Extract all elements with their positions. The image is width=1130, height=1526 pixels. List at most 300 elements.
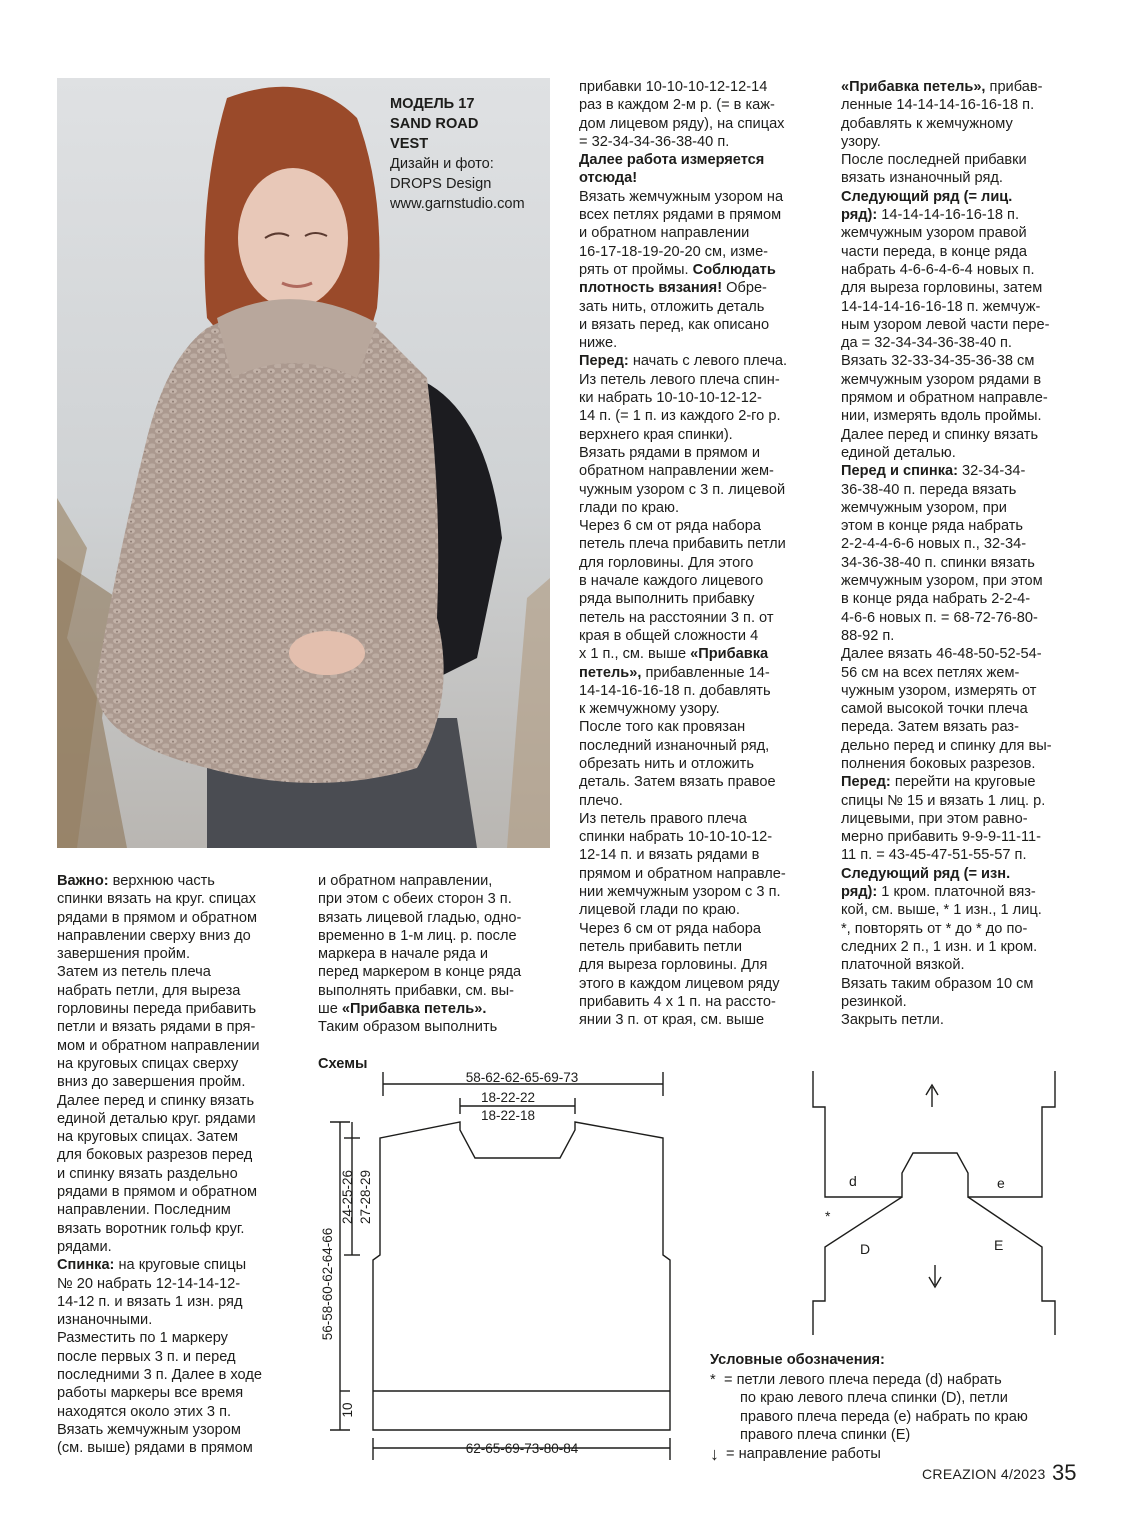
text-line [841,151,1052,169]
text-line [841,407,1052,425]
body-text: на круговых спицах сверху [57,1055,239,1072]
text-line [841,188,1052,206]
text-line [841,920,1052,938]
body-text: рядами в прямом и обратном [57,1184,258,1201]
text-line [318,982,521,1000]
body-text: полнения боковых разрезов. [841,755,1036,772]
text-line [841,993,1052,1011]
text-line [841,279,1052,297]
text-line [841,206,1052,224]
body-text: раз в каждом 2-м р. (= в каж- [579,97,775,114]
text-line [841,426,1052,444]
bold-text: ряд): [841,884,878,901]
text-line [579,444,787,462]
body-text: плечо. [579,792,623,809]
text-line [57,1293,262,1311]
text-line [579,371,787,389]
website: www.garnstudio.com [390,196,525,212]
text-line [841,78,1052,96]
text-line [841,352,1052,370]
body-text: 16-17-18-19-20-20 см, изме- [579,243,769,260]
design-credit: Дизайн и фото: [390,156,494,172]
brand-credit: DROPS Design [390,176,492,192]
text-line [579,481,787,499]
text-line [579,279,787,297]
body-text: резинкой. [841,993,907,1010]
body-text: и вязать перед, как описано [579,316,770,333]
text-line [579,883,787,901]
text-line [57,1018,262,1036]
body-text: прибав- [985,79,1043,95]
body-text: единой деталью круг. рядами [57,1110,256,1127]
bold-text: Перед и спинка: [841,463,958,480]
text-line [841,572,1052,590]
body-text: После того как провязан [579,719,746,736]
body-text: ным узором левой части пере- [841,316,1050,333]
text-line [579,938,787,956]
text-line [579,1011,787,1029]
text-line [579,407,787,425]
text-line [57,1128,262,1146]
text-line [579,133,787,151]
text-line [579,846,787,864]
body-text: 34-36-38-40 п. спинки вязать [841,554,1035,571]
body-text: набрать петли, для выреза [57,982,241,999]
body-text: деталь. Затем вязать правое [579,774,776,791]
text-line [57,982,262,1000]
text-line [841,828,1052,846]
body-text: Вязать жемчужным узором [57,1421,241,1438]
body-text: чужным узором, измерять от [841,682,1037,699]
text-line [579,535,787,553]
text-line [579,261,787,279]
body-text: последними 3 п. Далее в ходе [57,1367,262,1384]
text-line [57,1403,262,1421]
body-text: 11 п. = 43-45-47-51-55-57 п. [841,847,1027,864]
body-text: Затем из петель плеча [57,964,211,981]
body-text: = 32-34-34-36-38-40 п. [579,133,730,150]
text-line [841,590,1052,608]
text-line [57,1439,262,1457]
body-text: ленные 14-14-14-16-16-18 п. [841,97,1035,114]
text-line [579,700,787,718]
body-text: 1 кром. платочной вяз- [877,884,1036,901]
text-line [579,78,787,96]
text-line [57,1421,262,1439]
magazine-footer: CREAZION 4/2023 [922,1466,1046,1482]
text-line [579,590,787,608]
body-text: Разместить по 1 маркеру [57,1330,228,1347]
body-text: единой деталью. [841,444,956,461]
neck-label-2: 18-22-18 [480,1108,536,1123]
text-line [579,609,787,627]
body-text: прибавки 10-10-10-12-12-14 [579,79,768,95]
text-line [579,426,787,444]
body-text: в конце ряда набрать 2-2-4- [841,591,1031,608]
body-text: 4-6-6 новых п. = 68-72-76-80- [841,609,1038,626]
body-text: мом и обратном направлении [57,1037,260,1054]
body-text: петель прибавить петли [579,938,742,955]
body-text: прямом и обратном направле- [579,865,786,882]
legend-star-line4: правого плеча спинки (E) [740,1427,911,1444]
body-text: 88-92 п. [841,627,895,644]
text-line [841,444,1052,462]
rib-label: 10 [340,1402,355,1418]
garment-outline [373,1122,670,1430]
body-text: вязать воротник гольф круг. [57,1220,245,1237]
text-line [57,1238,262,1256]
text-line [579,920,787,938]
text-line [841,371,1052,389]
body-text: вязать изнаночный ряд. [841,170,1003,187]
body-text: жемчужным узором, при [841,499,1007,516]
text-line [841,115,1052,133]
text-line [318,909,521,927]
body-text: да = 32-34-34-36-38-40 п. [841,335,1012,352]
body-text: № 20 набрать 12-14-14-12- [57,1275,241,1292]
body-text: спинки набрать 10-10-10-12- [579,829,773,846]
body-text: завершения пройм. [57,946,190,963]
text-line [841,389,1052,407]
body-text: нии жемчужным узором с 3 п. [579,884,781,901]
text-line [841,627,1052,645]
text-line [841,517,1052,535]
text-line [579,389,787,407]
body-text: 36-38-40 п. переда вязать [841,481,1017,498]
text-column-4 [841,78,1052,1029]
text-line [57,1037,262,1055]
body-text: всех петлях рядами в прямом [579,207,782,224]
text-line [57,1073,262,1091]
legend [710,1351,1028,1464]
body-text: к жемчужному узору. [579,701,720,718]
text-line [579,773,787,791]
legend-arrow-entry [710,1445,1028,1464]
body-text: добавлять к жемчужному [841,115,1013,132]
text-line [841,298,1052,316]
text-line [841,664,1052,682]
bold-text: Важно: [57,873,109,889]
body-text: прямом и обратном направле- [841,390,1048,407]
text-line [841,975,1052,993]
label-e: e [997,1175,1005,1191]
body-text: узору. [841,133,881,150]
body-text: 14-14-16-16-18 п. добавлять [579,682,771,699]
body-text: следних 2 п., 1 изн. и 1 кром. [841,938,1038,955]
body-text: х 1 п., см. выше [579,646,691,663]
body-text: Вязать жемчужным узором на [579,188,784,205]
body-text: Из петель правого плеча [579,810,747,827]
body-text: ки набрать 10-10-10-12-12- [579,390,762,407]
body-text: нии, измерять вдоль проймы. [841,408,1042,425]
text-line [579,975,787,993]
text-line [841,865,1052,883]
text-line [841,938,1052,956]
text-line [57,872,262,890]
body-text: 2-2-4-4-6-6 новых п., 32-34- [841,536,1027,553]
text-line [579,352,787,370]
body-text: верхнюю часть [108,873,215,889]
body-text: платочной вязкой. [841,957,965,974]
legend-arrow-text: = направление работы [726,1445,881,1462]
text-line [57,1256,262,1274]
body-text: после первых 3 п. и перед [57,1348,236,1365]
body-text: дом лицевом ряду), на спицах [579,115,785,132]
legend-star-line3: правого плеча переда (e) набрать по краю [740,1408,1028,1425]
text-line [841,609,1052,627]
text-line [57,1055,262,1073]
text-line [579,554,787,572]
text-line [579,517,787,535]
text-line [841,718,1052,736]
body-text: Далее перед и спинку вязать [841,426,1039,443]
body-text: для горловины. Для этого [579,554,754,571]
text-line [841,810,1052,828]
body-text: лицевыми, при этом равно- [841,810,1028,827]
text-line [57,1348,262,1366]
text-line [841,334,1052,352]
text-line [579,298,787,316]
body-text: Далее перед и спинку вязать [57,1092,255,1109]
body-text: верхнего края спинки). [579,426,733,443]
text-line [579,115,787,133]
text-line [579,956,787,974]
body-text: петель на расстоянии 3 п. от [579,609,774,626]
body-text: горловины переда прибавить [57,1001,257,1018]
model-name-line1: SAND ROAD [390,116,479,132]
text-line [579,755,787,773]
text-line [579,96,787,114]
body-text: вязать лицевой гладью, одно- [318,909,522,926]
text-line [579,151,787,169]
body-text: лицевой глади по краю. [579,902,740,919]
text-line [57,1092,262,1110]
body-text: жемчужным узором рядами в [841,371,1042,388]
arrow-down-icon: ↓ [710,1443,719,1464]
text-line [579,334,787,352]
body-text: последний изнаночный ряд, [579,737,770,754]
bold-text: Следующий ряд (= лиц. [841,188,1013,205]
text-line [57,1146,262,1164]
text-line [579,792,787,810]
text-line [841,554,1052,572]
body-text: кой, см. выше, * 1 изн., 1 лиц. [841,902,1042,919]
body-text: набрать 4-6-6-4-6-4 новых п. [841,261,1035,278]
body-text: зать нить, отложить деталь [579,298,765,315]
legend-star-line1: = петли левого плеча переда (d) набрать [724,1371,1002,1388]
text-line [841,792,1052,810]
text-line [57,1366,262,1384]
body-text: части переда, в конце ряда [841,243,1027,260]
body-text: мерно прибавить 9-9-9-11-11- [841,829,1042,846]
bold-text: Следующий ряд (= изн. [841,865,1011,882]
right-front-outline [968,1197,1055,1335]
body-text: рядами. [57,1238,112,1255]
text-line [579,664,787,682]
text-line [57,1110,262,1128]
text-line [579,828,787,846]
top-width-label: 58-62-62-65-69-73 [465,1070,579,1085]
body-text: ниже. [579,335,618,352]
text-line [579,316,787,334]
text-line [318,1018,521,1036]
body-text: чужным узором с 3 п. лицевой [579,481,786,498]
body-text: Закрыть петли. [841,1012,944,1029]
text-line [318,945,521,963]
text-line [841,956,1052,974]
bold-text: Спинка: [57,1257,115,1274]
body-text: жемчужным узором, при этом [841,573,1043,590]
text-line [841,535,1052,553]
text-line [579,737,787,755]
bold-text: ряд): [841,207,878,224]
text-line [57,1311,262,1329]
text-line [57,1165,262,1183]
body-text: рять от проймы. [579,261,693,278]
body-text: маркера в начале ряда и [318,946,488,963]
star-symbol: * [710,1371,716,1388]
body-text: находятся около этих 3 п. [57,1403,232,1420]
text-line [841,224,1052,242]
text-line [841,481,1052,499]
text-line [579,572,787,590]
text-column-2 [318,872,521,1037]
armhole-label-2: 27-28-29 [358,1169,373,1225]
body-text: 14-14-14-16-16-18 п. [877,207,1019,224]
bottom-width-label: 62-65-69-73-80-84 [465,1441,579,1456]
text-line [579,865,787,883]
body-text: работы маркеры все время [57,1385,244,1402]
bold-text: плотность вязания! [579,280,723,297]
text-line [579,627,787,645]
text-line [841,700,1052,718]
text-line [841,169,1052,187]
text-line [57,927,262,945]
text-line [579,206,787,224]
legend-star-line2: по краю левого плеча спинки (D), петли [740,1390,1008,1407]
shoulder-diagram [805,1065,1065,1345]
label-D: D [860,1241,871,1257]
body-text: переда. Затем вязать раз- [841,719,1019,736]
text-line [57,1183,262,1201]
text-line [579,993,787,1011]
text-line [841,462,1052,480]
body-text: для боковых разрезов перед [57,1147,253,1164]
bold-text: отсюда! [579,170,638,187]
body-text: спицы № 15 и вязать 1 лиц. р. [841,792,1046,809]
body-text: Обре- [722,280,767,297]
text-line [579,901,787,919]
text-line [841,645,1052,663]
body-text: Вязать 32-33-34-35-36-38 см [841,353,1035,370]
body-text: *, повторять от * до * до по- [841,920,1028,937]
text-line [841,737,1052,755]
text-line [579,243,787,261]
text-line [579,462,787,480]
body-text: прибавленные 14- [641,664,770,681]
text-line [57,945,262,963]
star-marker: * [825,1208,831,1224]
body-text: После последней прибавки [841,152,1027,169]
bold-text: «Прибавка петель». [341,1001,487,1018]
body-text: изнаночными. [57,1312,153,1329]
body-text: петли и вязать рядами в пря- [57,1019,256,1036]
text-line [841,883,1052,901]
body-text: выполнять прибавки, см. вы- [318,982,515,999]
text-line [57,963,262,981]
page-number: 35 [1052,1460,1077,1485]
text-line [318,872,521,890]
body-text: для выреза горловины. Для [579,957,768,974]
body-text: перед маркером в конце ряда [318,964,522,981]
text-line [841,1011,1052,1029]
body-text: глади по краю. [579,499,680,516]
text-line [841,96,1052,114]
text-line [579,169,787,187]
body-text: и обратном направлении [579,225,750,242]
text-line [579,645,787,663]
body-text: на круговых спицах. Затем [57,1129,239,1146]
text-line [57,1384,262,1402]
body-text: 56 см на всех петлях жем- [841,664,1020,681]
length-label: 56-58-60-62-64-66 [320,1227,335,1341]
body-text: Таким образом выполнить [318,1019,498,1036]
text-line [841,755,1052,773]
label-E: E [994,1237,1004,1253]
body-text: жемчужным узором правой [841,225,1027,242]
body-text: этого в каждом лицевом ряду [579,975,780,992]
bold-text: Далее работа измеряется [579,152,765,169]
body-text: ше [318,1001,342,1018]
body-text: края в общей сложности 4 [579,627,759,644]
text-line [579,188,787,206]
body-text: направлении сверху вниз до [57,927,251,944]
text-line [579,810,787,828]
text-line [57,1275,262,1293]
legend-title: Условные обозначения: [710,1352,885,1368]
text-line [841,499,1052,517]
body-text: перейти на круговые [890,774,1036,791]
body-text: 14 п. (= 1 п. из каждого 2-го р. [579,408,781,425]
bold-text: «Прибавка [690,646,769,663]
model-caption [390,94,525,214]
label-d: d [849,1173,857,1189]
body-text: Через 6 см от ряда набора [579,920,762,937]
text-line [579,718,787,736]
body-text: на круговые спицы [114,1257,247,1274]
text-line [841,773,1052,791]
text-column-3 [579,78,787,1029]
body-text: Вязать таким образом 10 см [841,975,1034,992]
body-text: (см. выше) рядами в прямом [57,1440,253,1457]
scheme-title: Схемы [318,1056,368,1072]
text-line [318,927,521,945]
body-text: Через 6 см от ряда набора [579,518,762,535]
body-text: петель плеча прибавить петли [579,536,786,553]
bold-text: Соблюдать [692,261,776,278]
text-line [318,963,521,981]
body-text: и обратном направлении, [318,873,493,889]
text-line [841,133,1052,151]
text-line [841,901,1052,919]
bold-text: «Прибавка петель», [841,79,986,95]
text-line [841,846,1052,864]
text-column-1 [57,872,262,1458]
body-text: начать с левого плеча. [628,353,788,370]
armhole-label-1: 24-25-26 [340,1169,355,1225]
model-name-line2: VEST [390,136,429,152]
body-text: 12-14 п. и вязать рядами в [579,847,760,864]
